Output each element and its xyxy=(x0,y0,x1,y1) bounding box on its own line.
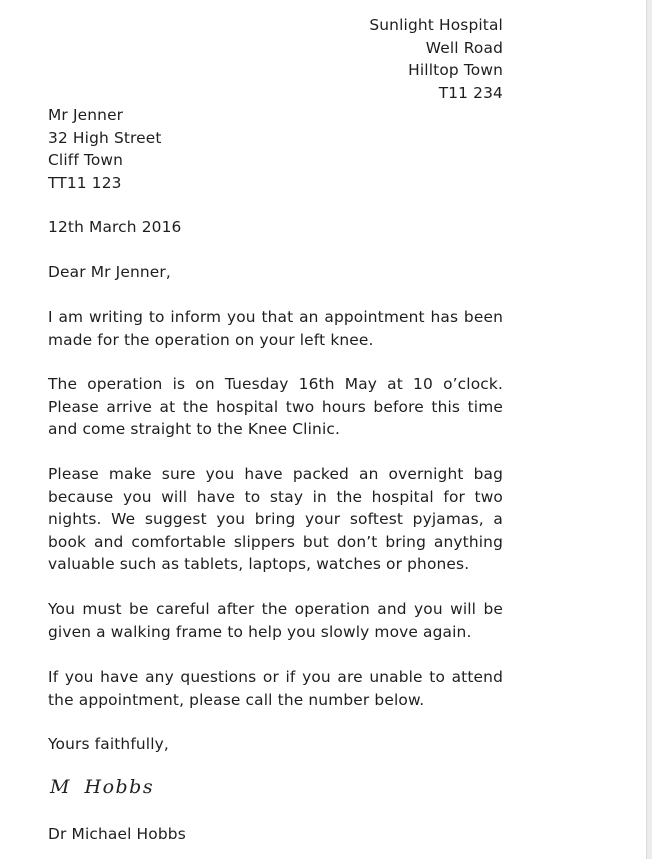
page-edge xyxy=(646,0,652,859)
closing: Yours faithfully, xyxy=(48,735,169,753)
recipient-address-line: TT11 123 xyxy=(48,173,122,192)
signer-name: Dr Michael Hobbs xyxy=(48,825,186,843)
body-paragraph: I am writing to inform you that an appointment has been made for the operation on your left knee. xyxy=(48,308,503,349)
sender-address-line: Sunlight Hospital xyxy=(369,16,503,34)
salutation: Dear Mr Jenner, xyxy=(48,263,171,281)
body-paragraph: Please make sure you have packed an overnight bag because you will have to stay in the hospital for two nights. We suggest you bring your softest pyjamas, a book and comfortable slippers but don’t bring anything valuable such as tablets, laptops, watches or phones. xyxy=(48,465,503,573)
letter xyxy=(48,14,503,843)
letter-date: 12th March 2016 xyxy=(48,218,182,236)
body-paragraph: The operation is on Tuesday 16th May at 10 o’clock. Please arrive at the hospital two hours before this time and come straight to the Knee Clinic. xyxy=(48,375,503,438)
recipient-address-line: Cliff Town xyxy=(48,151,124,169)
body-paragraph: If you have any questions or if you are unable to attend the appointment, please call the number below. xyxy=(48,668,503,709)
sender-address-line: Hilltop Town xyxy=(408,61,503,79)
sender-address-line: T11 234 xyxy=(438,83,503,102)
handwritten-signature: M Hobbs xyxy=(50,776,155,798)
recipient-address-line: Mr Jenner xyxy=(48,106,124,124)
recipient-address xyxy=(48,104,162,194)
recipient-address-line: 32 High Street xyxy=(48,128,162,147)
body-paragraph: You must be careful after the operation and you will be given a walking frame to help you slowly move again. xyxy=(48,600,503,641)
sender-address-line: Well Road xyxy=(425,38,503,57)
sender-address xyxy=(48,14,503,104)
